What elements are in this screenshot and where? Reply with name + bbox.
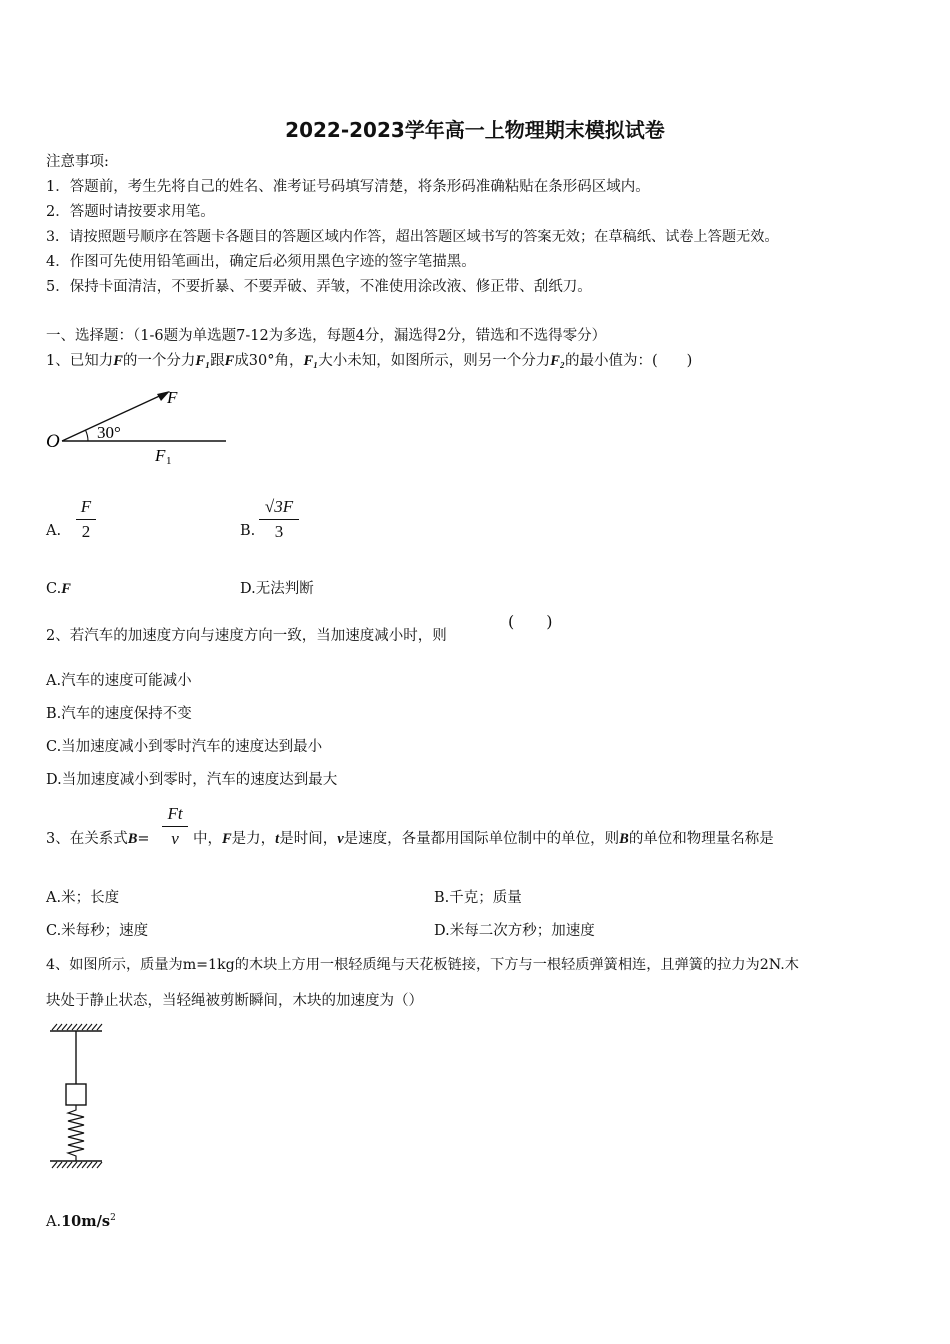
option-value: F [61,581,71,597]
figure-force-label: F [167,388,178,407]
fraction-denominator: 2 [81,522,91,541]
q3-symbol-F: F [222,831,232,847]
notice-item: 2．答题时请按要求用笔。 [46,204,215,220]
question-1-stem [46,351,692,371]
question-4-stem-line2: 块处于静止状态，当轻绳被剪断瞬间，木块的加速度为（） [46,993,423,1009]
fraction-numerator: Ft [167,804,183,823]
q2-option-b: B.汽车的速度保持不变 [46,706,192,722]
q3-text: 的单位和物理量名称是 [628,831,774,847]
force-decomposition-figure [40,380,240,470]
q3-option-a: A.米；长度 [46,890,120,906]
q2-answer-paren: ( ) [508,612,553,631]
fraction-bar [162,826,188,827]
q3-option-d: D.米每二次方秒；加速度 [434,923,595,939]
q3-symbol-v: v [337,831,344,847]
q1-symbol-F1: F₁ [303,353,319,369]
option-value: 10m/s [61,1212,111,1230]
q2-option-c: C.当加速度减小到零时汽车的速度达到最小 [46,739,323,755]
q3-symbol-t: t [275,831,280,847]
figure-origin-label: O [46,431,60,452]
notice-item: 1．答题前，考生先将自己的姓名、准考证号码填写清楚，将条形码准确粘贴在条形码区域内。 [46,179,650,195]
question-3-stem-start [46,829,150,849]
section-heading: 一、选择题：（1-6题为单选题7-12为多选，每题4分，漏选得2分，错选和不选得零分） [46,328,607,344]
q3-text: 是力， [231,831,276,847]
fraction-bar [76,519,96,520]
q3-text: 中， [193,831,222,847]
q3-text: 3、在关系式 [46,831,128,847]
q3-symbol-B: B [127,831,138,847]
figure-component-label: F [155,446,166,465]
q2-option-a: A.汽车的速度可能减小 [46,673,192,689]
q1-option-b-fraction [259,497,299,542]
fraction-numerator: √3F [264,497,294,516]
q3-text: 是速度，各量都用国际单位制中的单位，则 [343,831,620,847]
option-label: C. [46,581,62,597]
q3-option-b: B.千克；质量 [434,890,522,906]
notice-heading: 注意事项: [46,154,109,170]
q1-symbol-F: F [224,353,235,369]
q1-option-c [46,579,71,599]
q1-option-a-label: A. [46,523,62,539]
page-title: 2022-2023学年高一上物理期末模拟试卷 [285,118,665,142]
q1-text: 的一个分力 [122,353,196,369]
spring-block-figure [44,1022,110,1174]
q3-text: 是时间， [279,831,338,847]
q3-symbol-B: B [619,831,629,847]
q1-option-d: D.无法判断 [240,581,314,597]
q1-text: 1、已知力 [46,353,114,369]
q1-text: 大小未知，如图所示，则另一个分力 [318,353,551,369]
figure-angle-label: 30° [97,423,121,442]
q1-symbol-F2: F₂ [550,353,565,369]
q3-text: = [137,831,150,847]
q4-option-a [46,1208,116,1232]
q1-option-b-label: B. [240,523,256,539]
q1-text: 成30°角， [234,353,304,369]
fraction-bar [259,519,299,520]
figure-component-subscript: 1 [166,455,172,467]
notice-item: 5．保持卡面清洁，不要折暴、不要弄破、弄皱，不准使用涂改液、修正带、刮纸刀。 [46,279,592,295]
q1-symbol-F: F [113,353,123,369]
question-3-stem-end [193,829,774,849]
q1-text: 的最小值为：( ) [564,353,693,369]
q1-text: 跟 [210,353,225,369]
option-label: A. [46,1213,62,1230]
q1-option-a-fraction [76,497,96,542]
fraction-denominator: v [171,829,179,848]
notice-item: 3．请按照题号顺序在答题卡各题目的答题区域内作答，超出答题区域书写的答案无效；在草稿纸、试卷上答题无效。 [46,229,779,245]
fraction-denominator: 3 [274,522,284,541]
q2-option-d: D.当加速度减小到零时，汽车的速度达到最大 [46,772,338,788]
q1-symbol-F1: F₁ [195,353,211,369]
q3-option-c: C.米每秒；速度 [46,923,149,939]
notice-item: 4．作图可先使用铅笔画出，确定后必须用黑色字迹的签字笔描黑。 [46,254,476,270]
question-4-stem-line1: 4、如图所示，质量为m=1kg的木块上方用一根轻质绳与天花板链接，下方与一根轻质弹簧相连，且弹簧的拉力为2N.木 [46,957,799,973]
fraction-numerator: F [80,497,92,516]
question-2-stem: 2、若汽车的加速度方向与速度方向一致，当加速度减小时，则 [46,628,447,644]
option-exponent: 2 [110,1213,116,1223]
q3-formula-fraction [162,804,188,849]
